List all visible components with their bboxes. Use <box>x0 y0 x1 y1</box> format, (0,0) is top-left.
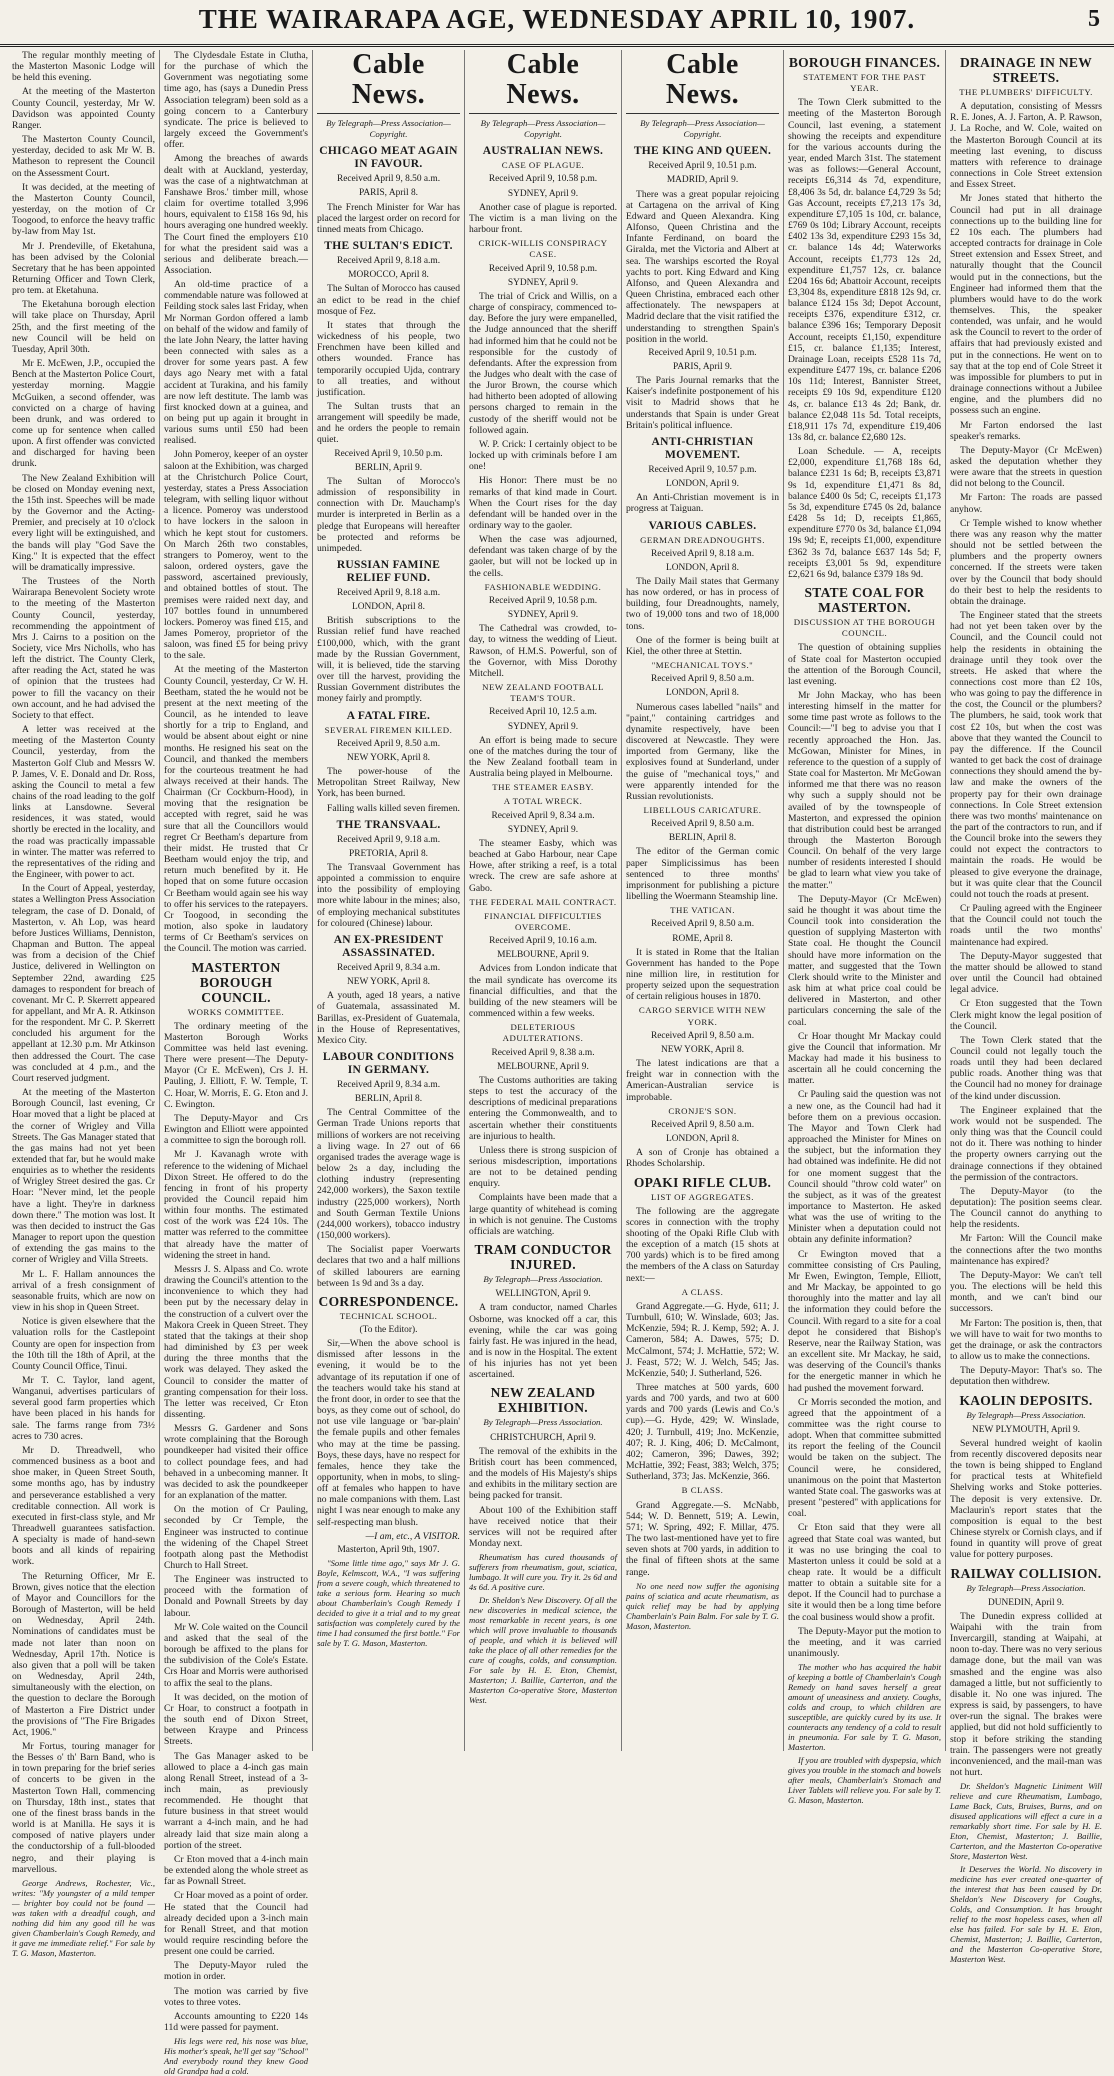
article-paragraph: W. P. Crick: I certainly object to be locked up with criminals before I am one! <box>469 438 617 473</box>
dateline: Received April 9, 8.50 a.m. <box>650 1030 755 1041</box>
column-2 <box>159 50 312 2076</box>
article-paragraph: It is stated in Rome that the Italian Government has handed to the Pope nine million lire, in restitution for property seized upon the sequestration of certain religious houses in 1870. <box>626 946 779 1003</box>
dateline: (To the Editor). <box>359 1324 418 1335</box>
article-paragraph: Mr J. Prendeville, of Eketahuna, has been advised by the Colonial Secretary that he has been appointed Returning Officer and Town Clerk, pro tem. at Eketahuna. <box>12 240 155 297</box>
article-paragraph: The Sultan of Morocco has caused an edict to be read in the chief mosque of Fez. <box>317 283 460 317</box>
dateline: SYDNEY, April 9. <box>507 610 579 621</box>
article-headline: VARIOUS CABLES. <box>648 519 757 532</box>
dateline: Received April 9, 10.51 p.m. <box>648 161 757 172</box>
article-headline: THE TRANSVAAL. <box>336 818 441 831</box>
dateline: CHRISTCHURCH, April 9. <box>490 1432 596 1443</box>
article-paragraph: An effort is being made to secure one of the matches during the tour of the New Zealand football team in Australia being played in Melbourne. <box>469 734 617 780</box>
article-headline: THE SULTAN'S EDICT. <box>324 240 453 253</box>
dateline: NEW YORK, April 8. <box>346 752 431 763</box>
article-paragraph: The Deputy-Mayor: That's so. The deputation then withdrew. <box>950 1365 1102 1388</box>
masthead <box>0 0 1114 47</box>
article-paragraph: In the Court of Appeal, yesterday, states a Wellington Press Association telegram, the case of D. Donald, of Masterton, v. Ah Lop, was heard before Justices Williams, Denniston, Chapman and Button. The appeal was from a decision of the Chief Justice, delivered in Wellington on September 22nd, awarding £25 damages to respondent for breach of covenant. Mr C. P. Skerrett appeared for appellant, and Mr A. R. Atkinson for the respondent. Mr C. P. Skerrett concluded his argument for the appellant at 12.30 p.m. Mr Atkinson then addressed the Court. The case was concluded at 4 p.m., and the Court reserved judgment. <box>12 883 155 1084</box>
dateline: SYDNEY, April 9. <box>507 188 579 199</box>
column-5 <box>621 50 783 1751</box>
dateline: NEW PLYMOUTH, April 9. <box>972 1424 1080 1435</box>
dateline: PARIS, April 9. <box>672 361 733 372</box>
article-paragraph: Grand Aggregate.—G. Hyde, 611; J. Turnbull, 610; W. Winslade, 603; Jas. McKenzie, 594; R. J. Kemp, 592; A. J. Cameron, 584; A. Dawes, 575; D. McCalmont, 574; J. McHattie, 572; W. J. Feast, 572; W. J. Welch, 545; Jas. McKenzie, 540; J. Sutherland, 526. <box>626 1300 779 1379</box>
article-paragraph: There was a great popular rejoicing at Cartagena on the arrival of King Edward and Queen Alexandra. King Alfonso, Queen Christina and the Infante Ferdinand, on board the Giralda, met the Victoria and Albert at sea. The warships escorted the Royal yachts to port. King Edward and King Alfonso, and Queen Alexandra and Queen Christina, embraced each other affectionately. The newspapers at Madrid declare that the visit ratified the understanding to strengthen Spain's position in the world. <box>626 188 779 345</box>
dateline: Received April 9, 9.18 a.m. <box>336 834 441 845</box>
dateline: LONDON, April 8. <box>666 688 739 699</box>
signature: —I am, etc., A VISITOR. <box>365 1530 460 1542</box>
dateline: Masterton, April 9th, 1907. <box>337 1544 440 1555</box>
dateline: BERLIN, April 9. <box>354 462 423 473</box>
dateline: MOROCCO, April 8. <box>348 270 429 281</box>
article-paragraph: Numerous cases labelled "nails" and "paint," containing cartridges and dynamite respectively, have been discovered at Newcastle. They were imported from Germany, like the explosives found at Sunderland, under the guise of "mechanical toys," and were apparently intended for the Russian revolutionists. <box>626 701 779 802</box>
article-paragraph: The Returning Officer, Mr E. Brown, gives notice that the election of Mayor and Councillors for the Borough of Masterton, will be held on Wednesday, April 24th. Nominations of candidates must be made not later than noon on Wednesday, April 17th. Notice is also given that a poll will be taken on Wednesday, April 24th, simultaneously with the election, on the question to declare the Borough of Masterton a Fire District under the provisions of "The Fire Brigades Act, 1906." <box>12 1570 155 1738</box>
dateline: NEW YORK, April 8. <box>660 1044 745 1055</box>
advertisement-text: Dr. Sheldon's New Discovery. Of all the new discoveries in medical science, the most remarkable in recent years, is one which will prove invaluable to thousands of people, and which it is believed will take the place of all other remedies for the cure of coughs, colds, and consumption. For sale by H. E. Eton, Chemist, Masterton; J. Baillie, Carterton, and the Masterton Co-operative Store, Masterton West. <box>469 1595 617 1706</box>
dateline: LONDON, April 9. <box>666 479 739 490</box>
article-paragraph: Mr D. Threadwell, who commenced business as a boot and shoe maker, in Queen Street South, some months ago, has by industry and perseverance established a very creditable connection. All work is executed in first-class style, and Mr Threadwell guarantees satisfaction. A specialty is made of hand-sewn boots and all kinds of repairing work. <box>12 1444 155 1568</box>
article-subheading: GERMAN DREADNOUGHTS. <box>640 534 765 545</box>
article-paragraph: The Deputy-Mayor (Cr McEwen) asked the deputation whether they were aware that the streets in question did not belong to the Council. <box>950 444 1102 490</box>
article-paragraph: Mr L. F. Hallam announces the arrival of a fresh consignment of seasonable fruits, which are now on view in his shop in Queen Street. <box>12 1268 155 1314</box>
article-paragraph: Cr Pauling agreed with the Engineer that the Council could not touch the roads until the two months' maintenance had expired. <box>950 903 1102 948</box>
dateline: Received April 9, 8.50 a.m. <box>650 819 755 830</box>
article-paragraph: Three matches at 500 yards, 600 yards and 700 yards, and two at 600 yards and 700 yards (Lewis and Co.'s cup).—G. Hyde, 429; W. Winslade, 420; J. Turnbull, 419; Jno. McKenzie, 407; R. J. King, 406; D. McCalmont, 402; Cameron, 396; Dawes, 392; McHattie, 392; Feast, 383; Welch, 375; Sutherland, 373; Jas. McKenzie, 366. <box>626 1382 779 1483</box>
cable-news-title: Cable News. <box>665 49 740 110</box>
article-paragraph: The motion was carried by five votes to three votes. <box>164 1985 308 2008</box>
article-subheading: A CLASS. <box>681 1286 724 1297</box>
article-paragraph: The Socialist paper Voerwarts declares that two and a half millions of skilled labourers are earning between 1s 9d and 3s a day. <box>317 1244 460 1289</box>
article-paragraph: The steamer Easby, which was beached at Gabo Harbour, near Cape Howe, after striking a reef, is a total wreck. The crew are safe ashore at Gabo. <box>469 837 617 894</box>
article-paragraph: An Anti-Christian movement is in progress at Taiguan. <box>626 492 779 515</box>
column-3 <box>312 50 464 1751</box>
article-headline: OPAKI RIFLE CLUB. <box>633 1174 772 1190</box>
dateline: Received April 10, 12.5 a.m. <box>489 707 597 718</box>
article-paragraph: Messrs G. Gardener and Sons wrote complaining that the Borough poundkeeper had visited their office to collect poundage fees, and had behaved in a unbecoming manner. It was decided to ask the poundkeeper for an explanation of the matter. <box>164 1423 308 1502</box>
advertisement-text: No one need now suffer the agonising pains of sciatica and acute rheumatism, as quick relief may be had by applying Chamberlain's Pain Balm. For sale by T. G. Mason, Masterton. <box>626 1580 779 1631</box>
article-paragraph: The Gas Manager asked to be allowed to place a 4-inch gas main along Renall Street, instead of a 3-inch main, as previously recommended. He thought that future business in that street would warrant a 4-inch main, and he had already laid that size main along a portion of the street. <box>164 1750 308 1851</box>
article-paragraph: The trial of Crick and Willis, on a charge of conspiracy, commenced to-day. Before the jury were empanelled, the Judge announced that the sheriff had informed him that he could not be responsible for the custody of defendants. After the expression from the Judges who dealt with the case of the Juror Brown, the course which had hitherto been adopted of allowing persons charged to remain in the custody of the sheriff would not be followed again. <box>469 290 617 436</box>
article-subheading: FASHIONABLE WEDDING. <box>484 581 602 592</box>
dateline: MELBOURNE, April 9. <box>497 950 589 961</box>
article-paragraph: One of the former is being built at Kiel, the other three at Stettin. <box>626 634 779 657</box>
article-paragraph: An old-time practice of a commendable nature was followed at Feilding stock sales last Friday, when Mr Norman Gordon offered a lamb on behalf of the widow and family of the late John Neary, the latter having been connected with sales as a drover for some years past. A few days ago Neary met with a fatal accident at Turakina, and his family are now left destitute. The lamb was first knocked down at a guinea, and on being put up again it brought in various sums until £50 had been realised. <box>164 279 308 447</box>
dateline: Received April 9, 8.18 a.m. <box>336 256 441 267</box>
article-paragraph: The Engineer was instructed to proceed with the formation of Donald and Pownall Streets by day labour. <box>164 1574 308 1619</box>
article-paragraph: It was decided, on the motion of Cr Hoar, to construct a footpath in the south end of Dixon Street, between Kraype and Princess Streets. <box>164 1691 308 1748</box>
article-paragraph: Cr Eton suggested that the Town Clerk might know the legal position of the Council. <box>950 998 1102 1032</box>
article-paragraph: The latest indications are that a freight war in connection with the American-Australian service is improbable. <box>626 1058 779 1103</box>
article-paragraph: The Sultan trusts that an arrangement will speedily be made, and he orders the people to remain quiet. <box>317 400 460 446</box>
dateline: Received April 9, 8.50 a.m. <box>650 674 755 685</box>
dateline: Received April 9, 8.34 a.m. <box>491 810 595 821</box>
article-subheading: THE VATICAN. <box>670 905 735 916</box>
article-paragraph: Cr Hoar thought Mr Mackay could give the Council that information. Mr Mackay had made it his business to ascertain all he could concerning the matter. <box>788 1030 941 1087</box>
article-paragraph: Several hundred weight of kaolin from recently discovered deposits near the town is being shipped to England for practical tests at Whitefield Shelving works and Stoke potteries. The deposit is very extensive. Dr. Maclaurin's report states that the composition is equal to the best Chinese styrelx or Cornish clays, and if found in quantity will prove of great value for pottery purposes. <box>950 1437 1102 1561</box>
page-number: 5 <box>1088 6 1100 32</box>
masthead-title: THE WAIRARAPA AGE, WEDNESDAY APRIL 10, 1907. <box>198 4 916 34</box>
dateline: Received April 9, 8.50 a.m. <box>650 1119 755 1130</box>
article-paragraph: A son of Cronje has obtained a Rhodes Scholarship. <box>626 1147 779 1170</box>
advertisement-text: Rheumatism has cured thousands of sufferers from rheumatism, gout, sciatica, lumbago. It will cure you. Try it. 2s 6d and 4s 6d. A positive cure. <box>469 1552 617 1593</box>
article-paragraph: The removal of the exhibits in the British court has been commenced, and the models of His Majesty's ships and exhibits in the military section are being packed for transit. <box>469 1445 617 1502</box>
article-paragraph: Mr E. McEwen, J.P., occupied the Bench at the Masterton Police Court, yesterday morning. Maggie McGuiken, a second offender, was convicted on a charge of having been drunk, and was ordered to come up for sentence when called upon. A first offender was convicted and discharged for having been drunk. <box>12 358 155 470</box>
source-line: By Telegraph—Press Association. <box>966 1582 1086 1593</box>
article-headline: AUSTRALIAN NEWS. <box>482 145 604 158</box>
source-line: By Telegraph—Press Association—Copyright. <box>326 118 451 140</box>
article-paragraph: At the meeting of the Masterton Borough Council, last evening, Cr Hoar moved that a light be placed at the corner of Wrigley and Villa Streets. The Gas Manager stated that the gas mains had not yet been extended that far, but he would make enquiries as to whether the residents of Wrigley Street desired the gas. Cr Hoar: "Never mind, let the people have a light. They're in darkness down there." The motion was lost. It was then decided to instruct the Gas Manager to report upon the question of extending the gas mains to the corner of Wrigley and Villa Streets. <box>12 1087 155 1266</box>
article-subheading: THE STEAMER EASBY. <box>492 782 594 793</box>
dateline: DUNEDIN, April 9. <box>987 1597 1065 1608</box>
cable-news-title: Cable News. <box>351 49 426 110</box>
dateline: WELLINGTON, April 9. <box>495 1289 591 1300</box>
article-paragraph: The Masterton County Council, yesterday, decided to ask Mr W. B. Matheson to represent the Council on the Assessment Court. <box>12 134 155 179</box>
dateline: SYDNEY, April 9. <box>507 824 579 835</box>
article-paragraph: British subscriptions to the Russian relief fund have reached £100,000, which, with the grant made by the Russian Government, will, it is believed, tide the starving over till the harvest, providing the Russian Government distributes the money fairly and promptly. <box>317 615 460 705</box>
article-paragraph: Cr Ewington moved that a committee consisting of Crs Pauling, Mr Ewen, Ewington, Temple, Elliott, and Mr Mackay, be appointed to go thoroughly into the matter and lay all the information they could before the Council. With regard to a site for a coal depot he considered that Bishop's Reserve, near the Railway Station, was an excellent site. Mr Mackay, he said, was deserving of the Council's thanks for the energetic manner in which he had pushed the movement forward. <box>788 1248 941 1394</box>
article-headline: DRAINAGE IN NEW STREETS. <box>959 55 1092 85</box>
article-paragraph: The Central Committee of the German Trade Unions reports that millions of workers are not receiving a living wage. In 27 out of 66 organised trades the average wage is below 2s a day, including the clothing industry (representing 242,000 workers), the Saxon textile industry (225,000 workers), North and South German Textile Unions (244,000 workers), tobacco industry (150,000 workers). <box>317 1107 460 1242</box>
article-paragraph: The Trustees of the North Wairarapa Benevolent Society wrote to the meeting of the Masterton County Council, yesterday, recommending the appointment of Mrs J. Cairns to a position on the Society, vice Mrs Nicholls, who has left the district. The County Clerk, after reading the Act, stated he was of opinion that the trustees had power to fill the vacancy on their own account, and he had advised the Society to that effect. <box>12 576 155 721</box>
dateline: MELBOURNE, April 9. <box>497 1061 589 1072</box>
article-subheading: THE PLUMBERS' DIFFICULTY. <box>959 87 1093 97</box>
cable-news-header <box>469 50 617 114</box>
advertisement-text: Dr. Sheldon's Magnetic Liniment Will relieve and cure Rheumatism, Lumbago, Lame Back, Cuts, Bruises, Burns, and on disused applications will effect a cure in a remarkably short time. For sale by H. E. Eton, Chemist, Masterton; J. Baillie, Carterton, and the Masterton Co-operative Store, Masterton West. <box>950 1781 1102 1862</box>
article-paragraph: The Deputy-Mayor put the motion to the meeting, and it was carried unanimously. <box>788 1625 941 1660</box>
article-subheading: WORKS COMMITTEE. <box>187 1006 285 1017</box>
article-headline: KAOLIN DEPOSITS. <box>959 1392 1093 1408</box>
article-paragraph: At the meeting of the Masterton County Council, yesterday, Cr W. H. Beetham, stated the he would not be present at the next meeting of the Council, as he intended to leave shortly for a trip to England, and would be absent about eight or nine months. He resigned his seat on the Council, and thanked the members for the courteous treatment he had always received at their hands. The Chairman (Cr Cockburn-Hood), in moving that the resignation be accepted with regret, said he was sure that all the Councillors would regret Cr Beetham's departure from their midst. He trusted that Cr Beetham would enjoy the trip, and return much benefited by it. He hoped that on some future occasion Cr Beetham would again see his way to offer his services to the ratepayers. Cr Toogood, in seconding the motion, also spoke in laudatory terms of Cr Beetham's services on the Council. The motion was carried. <box>164 664 308 955</box>
article-paragraph: Cr Eton said that they were all agreed that State coal was wanted, but it was no use bringing the coal to Masterton unless it could be sold at a cheap rate. It would be a difficult matter to obtain a suitable site for a depot. If the Council had to purchase a site it would then be a long time before the coal business would show a profit. <box>788 1522 941 1623</box>
dateline: Received April 9, 8.18 a.m. <box>336 588 441 598</box>
article-paragraph: The regular monthly meeting of the Masterton Masonic Lodge will be held this evening. <box>12 50 155 84</box>
article-paragraph: Mr T. C. Taylor, land agent, Wanganui, advertises particulars of several good farm properties which have been placed in his hands for sale. The farms range from 73½ acres to 730 acres. <box>12 1374 155 1442</box>
article-paragraph: The Daily Mail states that Germany has now ordered, or has in process of building, four Dreadnoughts, namely, two of 19,000 tons and two of 18,000 tons. <box>626 576 779 632</box>
article-paragraph: Cr Hoar moved as a point of order. He stated that the Council had already decided upon a 3-inch main for Renall Street, and that motion would require rescinding before the present one could be carried. <box>164 1890 308 1958</box>
article-subheading: B CLASS. <box>681 1485 724 1496</box>
article-paragraph: Notice is given elsewhere that the valuation rolls for the Castlepoint County are open for inspection from the 10th till the 18th of April, at the County Council Office, Tinui. <box>12 1316 155 1372</box>
article-paragraph: It states that through the wickedness of his people, two Frenchmen have been killed and others wounded. France has temporarily occupied Ujda, contrary to all treaties, and without justification. <box>317 319 460 398</box>
article-headline: AN EX-PRESIDENT ASSASSINATED. <box>333 933 444 959</box>
dateline: LONDON, April 8. <box>666 562 739 573</box>
article-paragraph: At the meeting of the Masterton County Council, yesterday, Mr W. Davidson was appointed County Ranger. <box>12 86 155 131</box>
dateline: Received April 9, 8.50 a.m. <box>336 174 441 185</box>
article-headline: THE KING AND QUEEN. <box>633 145 772 158</box>
article-paragraph: The Town Clerk stated that the Council could not legally touch the roads until they had been declared public roads. Another thing was that the Council had no money for drainage of the kind under discussion. <box>950 1034 1102 1102</box>
advertisement-text: It Deserves the World. No discovery in medicine has ever created one-quarter of the interest that has been caused by Dr. Sheldon's New Discovery for Coughs, Colds, and Consumption. It has brought relief to the most hopeless cases, when all else has failed. For sale by H. E. Eton, Chemist, Masterton; J. Baillie, Carterton, and the Masterton Co-operative Store, Masterton West. <box>950 1864 1102 1965</box>
dateline: Received April 9, 8.34 a.m. <box>336 1080 441 1090</box>
dateline: BERLIN, April 8. <box>668 833 737 844</box>
article-paragraph: The Paris Journal remarks that the Kaiser's indefinite postponement of his visit to Madrid shows that he understands that Spain is under Great Britain's political influence. <box>626 375 779 431</box>
article-paragraph: About 100 of the Exhibition staff have received notice that their services will not be required after Monday next. <box>469 1504 617 1550</box>
article-headline: RAILWAY COLLISION. <box>950 1565 1102 1581</box>
article-subheading: LIBELLOUS CARICATURE. <box>643 804 762 815</box>
article-paragraph: The Transvaal Government has appointed a commission to enquire into the possibility of employing more white labour in the mines; also, of employing mechanical substitutes for coloured (Chinese) labour. <box>317 861 460 929</box>
dateline: Received April 9, 8.34 a.m. <box>336 962 441 973</box>
article-paragraph: The Deputy-Mayor ruled the motion in order. <box>164 1960 308 1983</box>
article-paragraph: Mr J. Kavanagh wrote with reference to the widening of Michael Dixon Street. He offered to do the fencing in front of his property provided the Council repaid him within four months. The estimated cost of the work was £24 10s. The matter was referred to the committee that already have the matter of widening the street in hand. <box>164 1149 308 1261</box>
advertisement-text: If you are troubled with dyspepsia, which gives you trouble in the stomach and bowels after meals, Chamberlain's Stomach and Liver Tablets will relieve you. For sale by T. G. Mason, Masterton. <box>788 1755 941 1806</box>
article-subheading: THE FEDERAL MAIL CONTRACT. <box>469 896 617 907</box>
article-headline: MASTERTON BOROUGH COUNCIL. <box>191 959 281 1005</box>
dateline: PRETORIA, April 8. <box>349 848 428 859</box>
article-paragraph: The Customs authorities are taking steps to test the accuracy of the descriptions of medicinal preparations entering the Commonwealth, and to ascertain whether their constituents are injurious to health. <box>469 1074 617 1142</box>
dateline: SYDNEY, April 9. <box>507 721 579 732</box>
article-subheading: CRICK-WILLIS CONSPIRACY CASE. <box>478 238 608 260</box>
article-paragraph: The Dunedin express collided at Waipahi with the train from Invercargill, standing at Waipahi, at noon to-day. There was no very serious damage done, but the mail van was smashed and the engine was also damaged a little, but not sufficiently to disable it. No one was injured. The express is said, by passengers, to have over-run the signal. The brakes were applied, but did not hold sufficiently to stop it before striking the standing train. The passengers were not greatly inconvenienced, and the mail-man was not hurt. <box>950 1610 1102 1779</box>
article-paragraph: His Honor: There must be no remarks of that kind made in Court. When the Court rises for the day defendant will be handed over in the ordinary way to the gaoler. <box>469 475 617 531</box>
cable-news-header <box>317 50 460 114</box>
dateline: Received April 9, 10.58 p.m. <box>488 174 598 185</box>
article-headline: ANTI-CHRISTIAN MOVEMENT. <box>651 435 754 461</box>
source-line: By Telegraph—Press Association—Copyright. <box>480 118 606 140</box>
article-headline: NEW ZEALAND EXHIBITION. <box>490 1385 596 1416</box>
article-subheading: "MECHANICAL TOYS." <box>651 660 754 671</box>
article-subheading: TECHNICAL SCHOOL. <box>339 1310 438 1321</box>
dateline: Received April 9, 10.50 p.m. <box>334 448 443 459</box>
article-paragraph: The Town Clerk submitted to the meeting of the Masterton Borough Council, last evening, a statement showing the receipts and expenditure for the various accounts during the year, ended March 31st. The statement was as follows:—General Account, receipts £6,314 4s 7d, expenditure, £8,406 3s 5d, dr. balance £4,729 3s 5d; Gas Account, receipts £7,213 17s 3d, expenditure £7,105 1s 10d, cr. balance, £769 0s 10d; Library Account, receipts £402 13s 3d, expenditure £293 15s 3d, cr. balance 14s 4d; Waterworks Account, receipts £1,773 12s 2d, expenditure £1,757 12s, cr. balance £204 16s 6d; Abattoir Account, receipts £3,304 8s, expenditure £818 12s 9d, cr. balance £124 15s 3d; Depot Account, receipts £376, expenditure £312, cr. balance £396 16s; Temporary Deposit Account, receipts £1,150, expenditure £15, cr. balance £1,135; Interest, Drainage Loan, receipts £528 11s 7d, expenditure £477 19s, cr. balance £206 10s 11d; Interest, Bannister Street, receipts £9 10s 9d, expenditure £120 4s, cr. balance £13 4s 2d; Bank, dr. balance £2,048 11s 5d. Total receipts, £18,911 17s 7d, expenditure £19,406 13s 8d, cr. balance £2,680 12s. <box>788 97 941 443</box>
dateline: BERLIN, April 8. <box>354 1094 423 1105</box>
article-paragraph: Mr Farton: The position is, then, that we will have to wait for two months to get the drainage, or ask the contractors to allow us to make the connections. <box>950 1317 1102 1363</box>
article-subheading: CRONJE'S SON. <box>668 1105 737 1116</box>
article-paragraph: Among the breaches of awards dealt with at Auckland, yesterday, was the case of a nightwatchman at Fanshawe Bros.' timber mill, whose claim for overtime totalled 3,996 hours, equivalent to £158 16s 9d, his hours averaging one hundred weekly. The Court fined the employers £10 for what the president said was a serious and deliberate breach.—Association. <box>164 153 308 276</box>
article-paragraph: The question of obtaining supplies of State coal for Masterton occupied the attention of the Borough Council, last evening. <box>788 642 941 687</box>
article-paragraph: Mr Farton: The roads are passed anyhow. <box>950 492 1102 515</box>
article-paragraph: Mr Fortus, touring manager for the Besses o' th' Barn Band, who is in town preparing for the brief series of concerts to be given in the Masterton Town Hall, commencing on Thursday, 18th inst., states that one of the finest brass bands in the world is at Manilla. He says it is composed of native players under the conductorship of a full-blooded negro, and their playing is marvellous. <box>12 1740 155 1875</box>
article-headline: TRAM CONDUCTOR INJURED. <box>474 1242 612 1273</box>
source-line: By Telegraph—Press Association. <box>483 1417 603 1428</box>
column-1 <box>8 50 159 1958</box>
article-paragraph: The Deputy-Mayor and Crs Ewington and Elliott were appointed a committee to sign the borough roll. <box>164 1112 308 1147</box>
article-paragraph: The editor of the German comic paper Simplicissimus has been sentenced to three months' imprisonment for publishing a picture libelling the Woermann Steamship line. <box>626 846 779 903</box>
article-paragraph: It was decided, at the meeting of the Masterton County Council, yesterday, on the motion of Cr Toogood, to enforce the heavy traffic by-law from May 1st. <box>12 181 155 238</box>
cable-news-header <box>626 50 779 114</box>
article-paragraph: Grand Aggregate.—S. McNabb, 544; W. D. Bennett, 519; A. Lewin, 571; W. Spring, 492; F. Millar, 475. The two last-mentioned have yet to fire seven shots at 700 yards, in addition to the final of fifteen shots at the same range. <box>626 1499 779 1578</box>
dateline: Received April 9, 8.38 a.m. <box>491 1047 595 1058</box>
article-paragraph: Mr Jones stated that hitherto the Council had put in all drainage connections up to the building line for £2 10s each. The plumbers had accepted contracts for drainage in Cole Street extension and Essex Street, and naturally thought that the Council would put in the connections, but the Engineer had informed them that the plumbers would have to do the work themselves. This, the speaker contended, was unfair, and he would ask the Council to revert to the order of affairs that had previously existed and put in the connections. He went on to say that at the top end of Cole Street it was impossible for plumbers to put in drainage connections without a Jubilee engine, and the plumbers did no possess such an engine. <box>950 193 1102 417</box>
article-paragraph: The Deputy-Mayor: We can't tell you. The elections will be held this month, and we can't bind our successors. <box>950 1269 1102 1315</box>
dateline: Received April 9, 10.58 p.m. <box>488 263 598 274</box>
article-paragraph: Another case of plague is reported. The victim is a man living on the harbour front. <box>469 201 617 236</box>
article-paragraph: Cr Eton moved that a 4-inch main be extended along the whole street as far as Pownall Street. <box>164 1853 308 1888</box>
article-headline: CHICAGO MEAT AGAIN IN FAVOUR. <box>319 145 458 171</box>
article-paragraph: A deputation, consisting of Messrs R. E. Jones, A. J. Farton, A. P. Rawson, J. La Roche, and W. Cole, waited on the Masterton Borough Council at its meeting last evening, to discuss matters with reference to drainage connections in Cole Street extension and Essex Street. <box>950 101 1102 191</box>
article-paragraph: Unless there is strong suspicion of serious misdescription, importations are not to be detained pending enquiry. <box>469 1144 617 1190</box>
dateline: LONDON, April 8. <box>352 602 425 613</box>
article-headline: A FATAL FIRE. <box>346 709 431 722</box>
article-paragraph: Falling walls killed seven firemen. <box>327 802 460 814</box>
article-paragraph: Cr Temple wished to know whether there was any reason why the matter should not be settled between the plumbers and the property owners concerned. If the streets were taken over by the Council that body should do their best to help the residents to obtain the drainage. <box>950 517 1102 607</box>
article-paragraph: A tram conductor, named Charles Osborne, was knocked off a car, this evening, while the car was going fairly fast. He was injured in the head, and is now in the Hospital. The extent of his injuries has not yet been ascertained. <box>469 1302 617 1381</box>
article-paragraph: The Engineer stated that the streets had not yet been taken over by the Council, and the Council could not help the residents in obtaining the drainage until they took over the streets. He asked that where the connections cost more than £2 10s, who was going to pay the difference in the cost, the Council or the plumbers? The plumbers, he said, took work that cost £2 10s, but when the cost was above that they wanted the Council to pay the difference. If the Council wanted to get back the cost of drainage connections they should amend the by-law and make the owners of the property pay for their own drainage connections. In Cole Street extension there was two months' maintenance on the part of the contractors to run, and if the Council broke into the sewers they could not expect the contractors to maintain the roads. He would be pleased to give everyone the drainage, but it was quite clear that the Council could not touch the roads at present. <box>950 610 1102 900</box>
article-paragraph: A letter was received at the meeting of the Masterton County Council, yesterday, from the Masterton Golf Club and Messrs W. P. James, V. E. Donald and Dr. Ross, asking the Council to metal a few chains of the road leading to the golf links at Lansdowne. Several residences, it was stated, would shortly be erected in the locality, and the road was practically impassable in winter. The matter was referred to the representatives of the riding and the Engineer, with power to act. <box>12 724 155 881</box>
article-subheading: STATEMENT FOR THE PAST YEAR. <box>803 72 926 94</box>
dateline: Received April 9, 10.16 a.m. <box>489 936 597 947</box>
article-paragraph: The power-house of the Metropolitan Street Railway, New York, has been burned. <box>317 766 460 800</box>
article-paragraph: When the case was adjourned, defendant was taken charge of by the gaoler, but will not be locked up in the cells. <box>469 534 617 579</box>
article-headline: LABOUR CONDITIONS IN GERMANY. <box>322 1051 455 1076</box>
article-subheading: DELETERIOUS ADULTERATIONS. <box>502 1022 584 1044</box>
dateline: Received April 9, 8.18 a.m. <box>650 548 755 559</box>
article-subheading: A TOTAL WRECK. <box>503 796 583 807</box>
article-subheading: CARGO SERVICE WITH NEW YORK. <box>638 1005 767 1027</box>
advertisement-text: George Andrews, Rochester, Vic., writes: "My youngster of a mild temper — brighter boy could not be found — was taken with a dreadful cough, and nothing did him any good till he was given Chamberlain's Cough Remedy, and it gave me immediate relief." For sale by T. G. Mason, Masterton. <box>12 1877 155 1958</box>
column-4 <box>464 50 621 1751</box>
article-paragraph: Advices from London indicate that the mail syndicate has overcome its financial difficulties, and that the building of the new steamers will be commenced within a few weeks. <box>469 963 617 1020</box>
article-paragraph: John Pomeroy, keeper of an oyster saloon at the Exhibition, was charged at the Christchurch Police Court, yesterday, states a Press Association telegram, with selling liquor without a licence. Pomeroy was understood to have lockers in the saloon in which he kept stout for customers. On March 26th two constables, strangers to Pomeroy, went to the saloon, ordered oysters, gave the password, ascertained previously, and obtained bottles of stout. The premises were raided next day, and 107 bottles found in unnumbered lockers. Pomeroy was fined £15, and James Pomeroy, proprietor of the saloon, was fined £5 for being privy to the sale. <box>164 449 308 662</box>
article-paragraph: Loan Schedule. — A, receipts £2,000, expenditure £1,768 18s 6d, balance £231 1s 6d; B, receipts £3,871 9s 1d, expenditure £1,471 8s 8d, balance £400 0s 5d; C, receipts £1,173 5s 3d, expenditure £745 0s 2d, balance £428 5s 1d; D, receipts £1,865, expenditure £770 0s 3d, balance £1,094 19s 9d; E, receipts £1,000, expenditure £362 3s 7d, balance £637 14s 5d; F, receipts £3,001 5s 9d, expenditure £2,621 6s 9d, balance £379 18s 9d. <box>788 446 941 580</box>
article-paragraph: On the motion of Cr Pauling, seconded by Cr Temple, the Engineer was instructed to continue the widening of the Chapel Street footpath along past the Methodist Church to Hall Street. <box>164 1504 308 1571</box>
dateline: LONDON, April 8. <box>666 1134 739 1145</box>
dateline: SYDNEY, April 9. <box>507 277 579 288</box>
advertisement-text: The mother who has acquired the habit of keeping a bottle of Chamberlain's Cough Remedy on hand saves herself a great amount of uneasiness and anxiety. Coughs, colds and croup, to which children are susceptible, are quickly cured by its use. It counteracts any tendency of a cold to result in pneumonia. For sale by T. G. Mason, Masterton. <box>788 1662 941 1753</box>
article-headline: CORRESPONDENCE. <box>318 1293 459 1309</box>
source-line: By Telegraph—Press Association—Copyright. <box>640 118 765 140</box>
article-paragraph: A youth, aged 18 years, a native of Guatemala, assassinated M. Barillas, ex-President of Guatemala, in the House of Representatives, Mexico City. <box>317 990 460 1046</box>
source-line: By Telegraph—Press Association. <box>966 1409 1086 1420</box>
article-headline: STATE COAL FOR MASTERTON. <box>804 585 925 616</box>
article-paragraph: The Eketahuna borough election will take place on Thursday, April 25th, and the first meeting of the new Council will be held on Tuesday, April 30th. <box>12 299 155 355</box>
dateline: Received April 9, 10.57 p.m. <box>648 464 757 475</box>
article-paragraph: The following are the aggregate scores in connection with the trophy shooting of the Opaki Rifle Club with the exception of a match (15 shots at 700 yards) which is to be fired among the members of the A class on Saturday next:— <box>626 1205 779 1284</box>
article-paragraph: Accounts amounting to £220 14s 11d were passed for payment. <box>164 2010 308 2034</box>
article-paragraph: Mr Farton: Will the Council make the connections after the two months maintenance has expired? <box>950 1233 1102 1267</box>
article-paragraph: The French Minister for War has placed the largest order on record for tinned meats from Chicago. <box>317 201 460 235</box>
article-paragraph: Sir,—When the above school is dismissed after lessons in the evening, it would be to the advantage of its reputation if one of the teachers would take his stand at the front door, in order to see that the boys, as they come out of school, do not use vile language or 'bar-plain' the female pupils and other females who may at the time be passing. Boys, these days, have no respect for females, hence they take the opportunity, when in mobs, to sling-off at females who happen to have no male companions with them. Last night I was near enough to make any self-respecting man blush. <box>317 1338 460 1528</box>
dateline: Received April 9, 8.50 a.m. <box>650 919 755 930</box>
dateline: NEW YORK, April 8. <box>346 977 431 988</box>
article-paragraph: Cr Pauling said the question was not a new one, as the Council had had it before them on a previous occasion. The Mayor and Town Clerk had approached the Minister for Mines on the subject, but the information they had obtained was indefinite. He did not for one moment suggest that the Council should "throw cold water" on the subject, as it was of the greatest importance to Masterton. He asked what was the use of writing to the Minister when a deputation could not obtain any definite information? <box>788 1089 941 1246</box>
article-subheading: LIST OF AGGREGATES. <box>651 1191 754 1202</box>
article-paragraph: Messrs J. S. Alpass and Co. wrote drawing the Council's attention to the inconvenience to which they had been put by the necessary delay in the construction of a culvert over the Makora Creek in Queen Street. They stated that the takings at their shop had diminished by £3 per week during the three months that the work was delayed. They asked the Council to consider the matter of granting compensation for their loss. The letter was received, Cr Eton dissenting. <box>164 1263 308 1420</box>
dateline: Received April 9, 10.58 p.m. <box>488 595 598 606</box>
article-subheading: NEW ZEALAND FOOTBALL TEAM'S TOUR. <box>482 682 604 704</box>
article-subheading: SEVERAL FIREMEN KILLED. <box>324 724 453 735</box>
dateline: ROME, April 8. <box>672 933 733 944</box>
dateline: PARIS, April 8. <box>358 188 419 199</box>
article-paragraph: Cr Morris seconded the motion, and agreed that the appointment of a committee was the right course to adopt. When that committee submitted its report the feeling of the Council would be taken on the subject. The Council were, he considered, unanimous on the point that Masterton wanted State coal. The gasworks was at present "pestered" with applications for coal. <box>788 1396 941 1520</box>
article-paragraph: Mr John Mackay, who has been interesting himself in the matter for some time past wrote as follows to the Council:—"I beg to advise you that I recently approached the Hon. Jas. McGowan, Minister for Mines, in reference to the question of a supply of State coal for Masterton. Mr McGowan informed me that there was no reason why such a supply should not be availed of by the townspeople of Masterton, and expressed the opinion that distribution could best be arranged through the Masterton Borough Council. On behalf of the very large number of residents interested I should be glad to learn what view you take of the matter." <box>788 689 941 891</box>
dateline: MADRID, April 9. <box>666 175 739 186</box>
article-paragraph: The Deputy-Mayor (to the deputation): The position seems clear. The Council cannot do anything to help the residents. <box>950 1185 1102 1231</box>
article-paragraph: The Cathedral was crowded, to-day, to witness the wedding of Lieut. Rawson, of H.M.S. Powerful, son of the Governor, with Miss Dorothy Mitchell. <box>469 623 617 679</box>
column-7 <box>945 50 1106 1965</box>
article-subheading: FINANCIAL DIFFICULTIES OVERCOME. <box>484 910 602 932</box>
article-paragraph: The Clydesdale Estate in Clutha, for the purchase of which the Government was negotiating some time ago, has (says a Dunedin Press Association telegram) been sold as a going concern to a Canterbury syndicate. The price is believed to largely exceed the Government's offer. <box>164 50 308 151</box>
article-paragraph: Mr W. Cole waited on the Council and asked that the seal of the borough be affixed to the plans for the subdivision of the Cole's Estate. Crs Hoar and Morris were authorised to affix the seal to the plans. <box>164 1621 308 1689</box>
article-headline: RUSSIAN FAMINE RELIEF FUND. <box>336 559 441 584</box>
article-paragraph: Mr Farton endorsed the last speaker's remarks. <box>950 419 1102 442</box>
article-subheading: DISCUSSION AT THE BOROUGH COUNCIL. <box>793 617 936 639</box>
column-6 <box>783 50 945 1806</box>
article-paragraph: The ordinary meeting of the Masterton Borough Works Committee was held last evening. There were present—The Deputy-Mayor (Cr E. McEwen), Crs J. H. Pauling, J. Elliott, F. W. Temple, T. C. Hoar, W. Morris, E. G. Eton and J. C. Ewington. <box>164 1020 308 1110</box>
article-headline: BOROUGH FINANCES. <box>788 55 941 70</box>
dateline: Received April 9, 8.50 a.m. <box>336 738 441 749</box>
dateline: Received April 9, 10.51 p.m. <box>648 347 757 358</box>
source-line: By Telegraph—Press Association. <box>483 1274 603 1285</box>
cable-news-title: Cable News. <box>506 49 580 110</box>
article-paragraph: The New Zealand Exhibition will be closed on Monday evening next, the 15th inst. Speeches will be made by the Governor and the Acting-Premier, and precisely at 10 o'clock every light will be extinguished, and the bands will play "God Save the King." It is expected that the effect will be dramatically impressive. <box>12 472 155 573</box>
article-paragraph: The Sultan of Morocco's admission of responsibility in connection with Dr. Mauchamp's murder is interpreted in Berlin as a pledge that Europeans will hereafter be protected and reforms be unimpeded. <box>317 475 460 554</box>
advertisement-text: His legs were red, his nose was blue, His mother's speak, he'll get say "School" And everybody round they knew Good old Grandpa had a cold. <box>164 2036 308 2076</box>
advertisement-text: "Some little time ago," says Mr J. G. Boyle, Kelmscott, W.A., "I was suffering from a severe cough, which threatened to take a serious form. Hearing so much about Chamberlain's Cough Remedy I decided to give it a trial and to my great satisfaction was completely cured by the time I had consumed the first bottle." For sale by T. G. Mason, Masterton. <box>317 1558 460 1649</box>
article-paragraph: The Deputy-Mayor (Cr McEwen) said he thought it was about time the Council took into consideration the question of supplying Masterton with State coal. He thought the Council should have more information on the matter, and suggested that the Town Clerk should write to the Minister and ask him at what price coal could be delivered in Masterton, and other particulars concerning the sale of the coal. <box>788 893 941 1028</box>
article-paragraph: The Deputy-Mayor suggested that the matter should be allowed to stand over until the Council had obtained legal advice. <box>950 950 1102 996</box>
article-paragraph: Complaints have been made that a large quantity of whitehead is coming in which is not genuine. The Customs officials are watching. <box>469 1192 617 1237</box>
article-paragraph: The Engineer explained that the work would not be suspended. The only thing was that the Council could not do it. There was nothing to hinder the property owners carrying out the drainage connections if they obtained the permission of the contractors. <box>950 1104 1102 1183</box>
article-subheading: CASE OF PLAGUE. <box>501 160 585 171</box>
